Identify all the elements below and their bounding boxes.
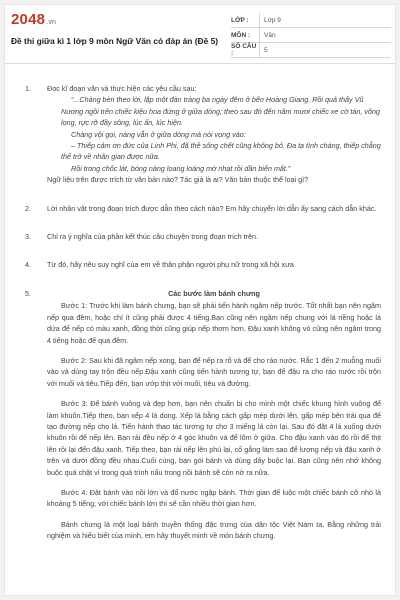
- meta-key: LỚP :: [231, 16, 249, 24]
- quote-line: “...Chàng bèn theo lời, lập một đàn tràng ba ngày đêm ở bến Hoàng Giang. Rồi quả thấy Vũ Nương ngồi trên chiếc kiệu hoa đứng ở giữa dòng; theo sau đó đến năm mươi chiếc xe cờ tán, võng lọng, rực rỡ đầy sông, lúc ẩn, lúc hiện.: [61, 95, 380, 128]
- meta-key: MÔN :: [231, 31, 251, 39]
- question-number: 3.: [25, 232, 31, 242]
- question-number: 5.: [25, 288, 31, 298]
- meta-table: [231, 13, 391, 58]
- site-logo[interactable]: [11, 11, 56, 28]
- quote-line: – Thiếp cảm ơn đức của Linh Phi, đã thề sống chết cũng không bỏ. Đa tạ tình chàng, thiếp chẳng thể trở về nhân gian được nữa.: [61, 141, 381, 162]
- header-divider: [5, 63, 395, 64]
- question-text: Lời nhân vật trong đoạn trích được dẫn theo cách nào? Em hãy chuyển lời dẫn ấy sang cách dẫn khác.: [47, 203, 377, 213]
- question-2: [5, 203, 395, 214]
- meta-key: SỐ CÂU :: [231, 43, 257, 57]
- questions-list: [5, 83, 395, 551]
- meta-value: Lớp 9: [259, 13, 281, 28]
- question-intro: Đọc kĩ đoạn văn và thực hiện các yêu cầu sau:: [47, 84, 197, 93]
- document-page: [4, 4, 396, 596]
- question-text: Từ đó, hãy nêu suy nghĩ của em về thân phận người phụ nữ trong xã hội xưa: [47, 260, 294, 270]
- logo-suffix: .vn: [46, 19, 57, 26]
- meta-row-count: [231, 43, 391, 58]
- essay-paragraph: Bước 2: Sau khi đã ngâm nếp xong, bạn để nếp ra rổ và để cho ráo nước. Rắc 1 đến 2 muỗng muối vào và dùng tay trộn đều nếp.Đậu xanh cũng tiến hành tương tự, bạn để đậu ra cho ráo nước rồi trộn với muối và tiêu.Tiếp đến, bạn ướp thịt với muối, tiêu và đường.: [47, 355, 381, 388]
- question-4: [5, 259, 395, 270]
- essay-paragraph: Bước 1: Trước khi làm bánh chưng, bạn sẽ phải tiến hành ngâm nếp trước. Tốt nhất bạn nên ngâm nếp qua đêm, hoặc chí ít cũng phải được 4 tiếng.Bạn cũng nên ngâm nếp chung với lá riềng hoặc lá dứa để nếp có màu xanh, đồng thời cũng giúp nếp thơm hơn. Đậu xanh không vỏ cũng nên ngâm trong 4 tiếng hoặc để qua đêm.: [47, 301, 381, 345]
- meta-row-subject: [231, 28, 391, 43]
- question-1: [5, 83, 395, 186]
- essay-paragraph: Bước 4: Đặt bánh vào nồi lớn và đổ nước ngập bánh. Thời gian để luộc một chiếc bánh cỡ nhỏ là khoảng 5 tiếng, với chiếc bánh lớn thì sẽ cần nhiều thời gian hơn.: [47, 487, 381, 509]
- quote-line: Rồi trong chốc lát, bóng nàng loang loáng mờ nhạt rồi dần biến mất.”: [71, 163, 291, 173]
- logo-text: 2048: [11, 11, 46, 28]
- document-header: [5, 5, 395, 61]
- quoted-passage: [47, 94, 381, 174]
- essay-paragraph: Bước 3: Để bánh vuông và đẹp hơn, bạn nên chuẩn bị cho mình một chiếc khung hình vuông để làm khuôn.Tiếp theo, bạn xếp 4 lá dong. Xếp lá bằng cách gấp mép dưới lên, gấp mép bên trái qua để tạo đường nếp cho lá. Tiến hành thao tác tương tự cho 3 miếng lá còn lại. Sau đó đặt 4 lá xuống dưới khuôn rồi để nếp lên. Bạn rải đều nếp ở 4 góc khuôn và để lõm ở giữa. Cho đậu xanh vào đó rồi để thịt lên rồi lại đến đậu xanh. Tiếp theo, bạn rải nếp lên phủ lại, cố gắng làm sao để lượng nếp và đậu xanh ở trên và dưới đồng đều nhau.Cuối cùng, bạn gói bánh và dùng dây buộc lại. Bạn cũng nên nhớ không buộc quá chặt vì trong quá trình nấu trong nồi bánh sẽ còn nở ra nữa.: [47, 399, 381, 477]
- essay-paragraph: Bánh chưng là một loại bánh truyền thống đặc trưng của dân tộc Việt Nam ta. Bằng những trải nghiệm và hiểu biết của mình, em hãy thuyết minh về món bánh chưng.: [47, 519, 381, 541]
- question-ask: Ngữ liệu trên được trích từ văn bản nào? Tác giả là ai? Văn bản thuộc thể loại gì?: [47, 175, 309, 185]
- page-title: Đề thi giữa kì 1 lớp 9 môn Ngữ Văn có đáp án (Đề 5): [11, 36, 219, 46]
- question-number: 2.: [25, 203, 31, 213]
- meta-row-class: [231, 13, 391, 28]
- question-3: [5, 231, 395, 242]
- meta-value: 5: [259, 43, 268, 58]
- question-text: Chỉ ra ý nghĩa của phần kết thúc câu chuyện trong đoạn trích trên.: [47, 232, 258, 242]
- essay-title: Các bước làm bánh chưng: [168, 288, 260, 298]
- quote-line: Chàng vội gọi, nàng vẫn ở giữa dòng mà nói vọng vào:: [71, 129, 246, 139]
- meta-value: Văn: [259, 28, 276, 43]
- question-number: 1.: [25, 84, 31, 93]
- question-number: 4.: [25, 260, 31, 270]
- question-5: [5, 288, 395, 542]
